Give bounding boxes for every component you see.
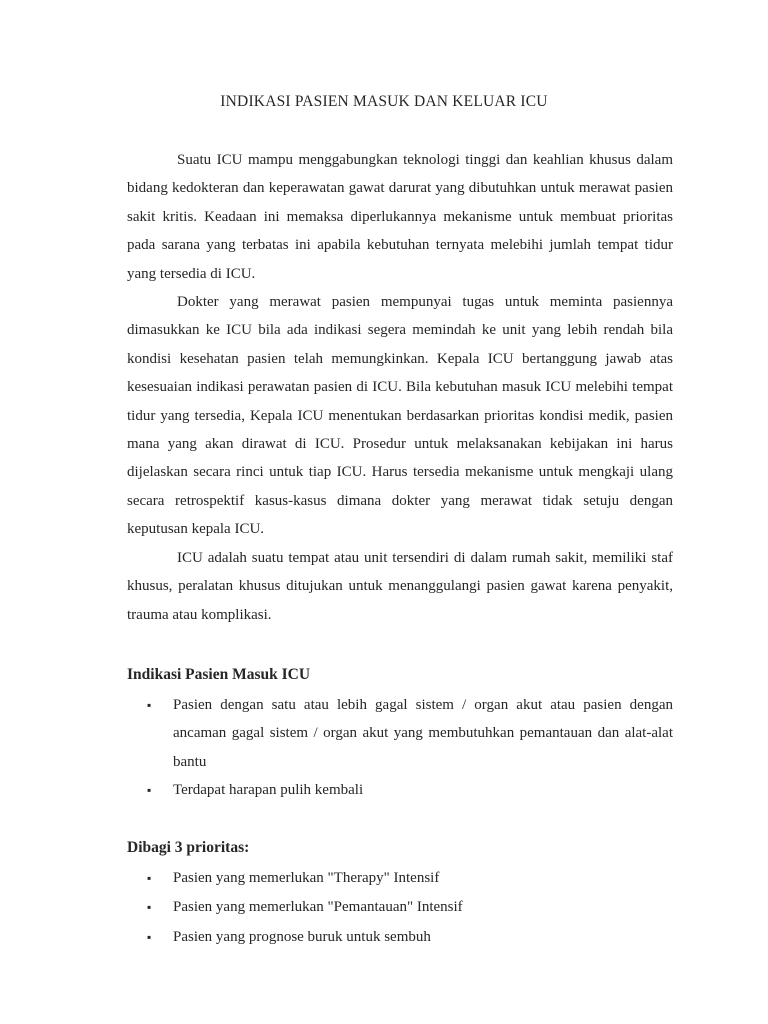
list-item-text: Pasien yang prognose buruk untuk sembuh bbox=[173, 928, 431, 945]
list-item-text: Pasien yang memerlukan "Pemantauan" Intensif bbox=[173, 899, 463, 916]
bullet-icon: ▪ bbox=[147, 900, 152, 915]
indications-list bbox=[127, 691, 673, 805]
document-title: INDIKASI PASIEN MASUK DAN KELUAR ICU bbox=[220, 93, 548, 110]
list-item bbox=[127, 923, 673, 953]
document-body bbox=[127, 146, 673, 952]
bullet-icon: ▪ bbox=[147, 697, 152, 712]
list-item-text: Terdapat harapan pulih kembali bbox=[173, 782, 364, 799]
list-item bbox=[127, 776, 673, 804]
priorities-heading: Dibagi 3 prioritas: bbox=[127, 838, 250, 856]
bullet-icon: ▪ bbox=[147, 929, 152, 944]
bullet-icon: ▪ bbox=[147, 870, 152, 885]
list-item bbox=[127, 691, 673, 776]
paragraph-doctor-responsibility: Dokter yang merawat pasien mempunyai tugas untuk meminta pasiennya dimasukkan ke ICU bila ada indikasi segera memindah ke unit yang lebih rendah bila kondisi kesehatan pasien telah memungkinkan. Kepala ICU bertanggung jawab atas kesesuaian indikasi perawatan pasien di ICU. Bila kebutuhan masuk ICU melebihi tempat tidur yang tersedia, Kepala ICU menentukan berdasarkan prioritas kondisi medik, pasien mana yang akan dirawat di ICU. Prosedur untuk melaksanakan kebijakan ini harus dijelaskan secara rinci untuk tiap ICU. Harus tersedia mekanisme untuk mengkaji ulang secara retrospektif kasus-kasus dimana dokter yang merawat tidak setuju dengan keputusan kepala ICU. bbox=[127, 294, 673, 538]
list-item bbox=[127, 864, 673, 894]
paragraph-icu-definition: ICU adalah suatu tempat atau unit tersendiri di dalam rumah sakit, memiliki staf khusus, peralatan khusus ditujukan untuk menanggulangi pasien gawat karena penyakit, trauma atau komplikasi. bbox=[127, 549, 673, 623]
list-item-text: Pasien dengan satu atau lebih gagal sistem / organ akut atau pasien dengan ancaman gagal sistem / organ akut yang membutuhkan pemantauan dan alat-alat bantu bbox=[173, 696, 673, 770]
paragraph-intro: Suatu ICU mampu menggabungkan teknologi tinggi dan keahlian khusus dalam bidang kedokteran dan keperawatan gawat darurat yang dibutuhkan untuk merawat pasien sakit kritis. Keadaan ini memaksa diperlukannya mekanisme untuk membuat prioritas pada sarana yang terbatas ini apabila kebutuhan ternyata melebihi jumlah tempat tidur yang tersedia di ICU. bbox=[127, 152, 673, 282]
indications-heading: Indikasi Pasien Masuk ICU bbox=[127, 665, 311, 683]
list-item bbox=[127, 893, 673, 923]
list-item-text: Pasien yang memerlukan "Therapy" Intensif bbox=[173, 869, 440, 886]
priorities-list bbox=[127, 864, 673, 953]
bullet-icon: ▪ bbox=[147, 783, 152, 798]
